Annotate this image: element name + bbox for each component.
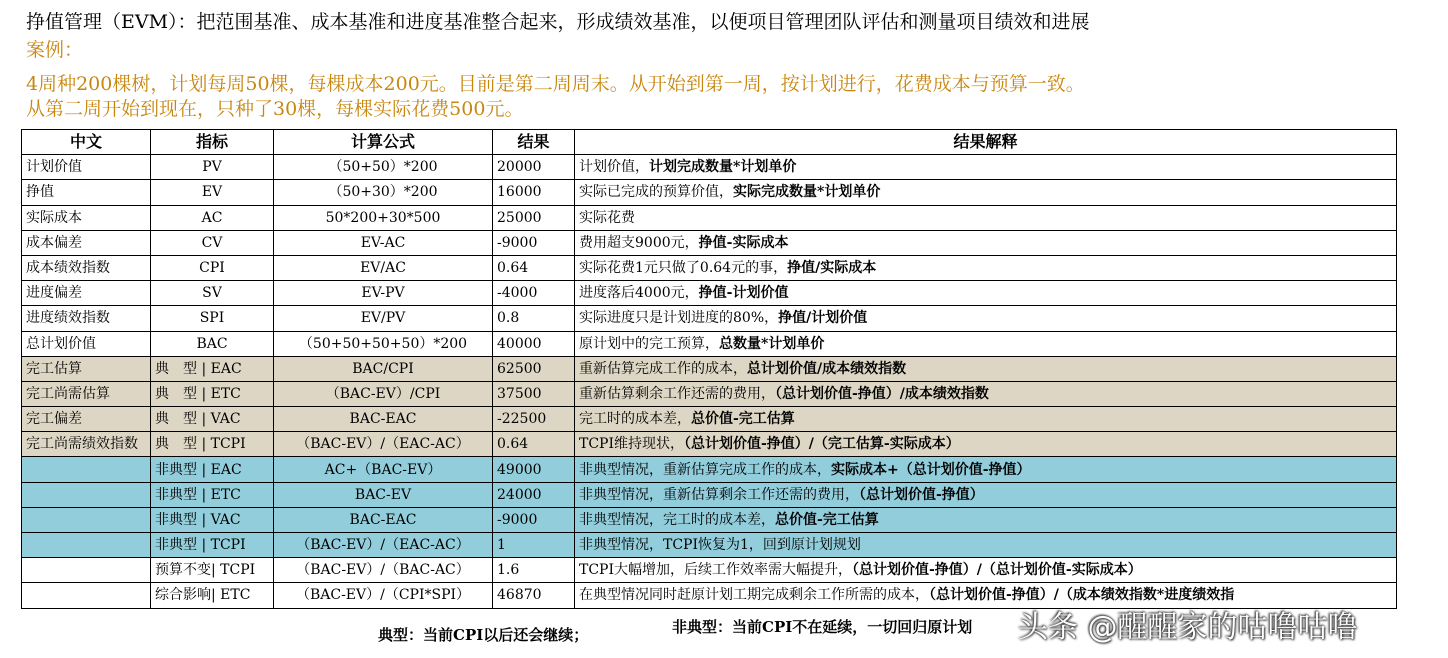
cell-explanation bbox=[575, 407, 1397, 432]
page-title: 挣值管理（EVM）：把范围基准、成本基准和进度基准整合起来，形成绩效基准，以便项目管理团队评估和测量项目绩效和进展 bbox=[26, 11, 1090, 33]
cell-result: 37500 bbox=[493, 381, 575, 406]
explanation-formula: 挣值/计划价值 bbox=[778, 310, 868, 327]
table-row bbox=[22, 306, 1397, 331]
cell-metric: 典 型 | EAC bbox=[151, 356, 274, 381]
cell-metric: 预算不变| TCPI bbox=[151, 558, 274, 583]
cell-formula: EV-AC bbox=[274, 230, 493, 255]
cell-chinese: 完工估算 bbox=[22, 356, 151, 381]
cell-chinese bbox=[22, 482, 151, 507]
cell-result: 16000 bbox=[493, 180, 575, 205]
cell-explanation bbox=[575, 558, 1397, 583]
header-chinese: 中文 bbox=[22, 130, 151, 155]
cell-explanation bbox=[575, 306, 1397, 331]
cell-explanation bbox=[575, 507, 1397, 532]
cell-metric: 典 型 | VAC bbox=[151, 407, 274, 432]
cell-result: -9000 bbox=[493, 507, 575, 532]
cell-formula: （BAC-EV）/（EAC-AC） bbox=[274, 432, 493, 457]
explanation-text: TCPI大幅增加，后续工作效率需大幅提升， bbox=[579, 562, 852, 579]
explanation-text: 原计划中的完工预算， bbox=[579, 335, 719, 352]
cell-metric: 非典型 | ETC bbox=[151, 482, 274, 507]
cell-chinese: 进度绩效指数 bbox=[22, 306, 151, 331]
cell-explanation bbox=[575, 482, 1397, 507]
table-row bbox=[22, 558, 1397, 583]
cell-result: 62500 bbox=[493, 356, 575, 381]
explanation-text: 实际花费1元只做了0.64元的事， bbox=[579, 260, 788, 277]
cell-metric: SPI bbox=[151, 306, 274, 331]
cell-formula: （BAC-EV）/（EAC-AC） bbox=[274, 533, 493, 558]
explanation-text: TCPI维持现状， bbox=[579, 436, 684, 453]
cell-explanation bbox=[575, 230, 1397, 255]
cell-result: 0.64 bbox=[493, 432, 575, 457]
cell-metric: CPI bbox=[151, 255, 274, 280]
explanation-formula: 挣值-实际成本 bbox=[698, 234, 789, 251]
cell-chinese: 计划价值 bbox=[22, 155, 151, 180]
explanation-formula: 挣值/实际成本 bbox=[787, 260, 877, 277]
table-row bbox=[22, 205, 1397, 230]
table-row bbox=[22, 507, 1397, 532]
cell-chinese: 实际成本 bbox=[22, 205, 151, 230]
cell-metric: EV bbox=[151, 180, 274, 205]
cell-explanation bbox=[575, 205, 1397, 230]
explanation-text: 非典型情况，完工时的成本差， bbox=[579, 511, 775, 528]
cell-formula: BAC/CPI bbox=[274, 356, 493, 381]
cell-explanation bbox=[575, 533, 1397, 558]
cell-formula: （BAC-EV）/（CPI*SPI） bbox=[274, 583, 493, 608]
explanation-text: 实际进度只是计划进度的80%， bbox=[579, 310, 779, 327]
cell-explanation bbox=[575, 331, 1397, 356]
header-metric: 指标 bbox=[151, 130, 274, 155]
cell-explanation bbox=[575, 381, 1397, 406]
cell-result: 0.64 bbox=[493, 255, 575, 280]
cell-explanation bbox=[575, 180, 1397, 205]
cell-formula: BAC-EAC bbox=[274, 407, 493, 432]
explanation-text: 非典型情况，重新估算完成工作的成本， bbox=[579, 461, 831, 478]
cell-formula: （50+50）*200 bbox=[274, 155, 493, 180]
cell-result: 25000 bbox=[493, 205, 575, 230]
cell-explanation bbox=[575, 356, 1397, 381]
explanation-formula: （总计划价值-挣值）/（成本绩效指数*进度绩效指 bbox=[929, 587, 1235, 604]
cell-chinese bbox=[22, 558, 151, 583]
cell-formula: 50*200+30*500 bbox=[274, 205, 493, 230]
explanation-text: 实际花费 bbox=[579, 209, 635, 226]
cell-formula: （50+30）*200 bbox=[274, 180, 493, 205]
cell-formula: AC+（BAC-EV） bbox=[274, 457, 493, 482]
explanation-text: 完工时的成本差， bbox=[579, 411, 691, 428]
cell-metric: CV bbox=[151, 230, 274, 255]
explanation-text: 非典型情况，重新估算剩余工作还需的费用， bbox=[579, 486, 859, 503]
cell-chinese: 成本偏差 bbox=[22, 230, 151, 255]
table-row bbox=[22, 255, 1397, 280]
cell-result: -9000 bbox=[493, 230, 575, 255]
cell-formula: （BAC-EV）/（BAC-AC） bbox=[274, 558, 493, 583]
cell-explanation bbox=[575, 457, 1397, 482]
explanation-formula: （总计划价值-挣值）/（总计划价值-实际成本） bbox=[852, 562, 1142, 579]
cell-metric: AC bbox=[151, 205, 274, 230]
table-row bbox=[22, 230, 1397, 255]
cell-chinese: 挣值 bbox=[22, 180, 151, 205]
cell-chinese bbox=[22, 457, 151, 482]
explanation-text: 在典型情况同时赶原计划工期完成剩余工作所需的成本， bbox=[579, 587, 929, 604]
table-row bbox=[22, 356, 1397, 381]
cell-formula: EV-PV bbox=[274, 281, 493, 306]
cell-chinese bbox=[22, 583, 151, 608]
cell-result: 0.8 bbox=[493, 306, 575, 331]
explanation-text: 进度落后4000元， bbox=[579, 285, 699, 302]
cell-formula: （BAC-EV）/CPI bbox=[274, 381, 493, 406]
explanation-text: 重新估算完成工作的成本， bbox=[579, 360, 747, 377]
cell-metric: 非典型 | EAC bbox=[151, 457, 274, 482]
cell-chinese: 完工尚需绩效指数 bbox=[22, 432, 151, 457]
explanation-formula: （总计划价值-挣值） bbox=[859, 486, 984, 503]
explanation-formula: （总计划价值-挣值）/（完工估算-实际成本） bbox=[684, 436, 960, 453]
explanation-formula: 实际成本+（总计划价值-挣值） bbox=[831, 461, 1031, 478]
cell-metric: SV bbox=[151, 281, 274, 306]
atypical-note: 非典型：当前CPI不在延续，一切回归原计划 bbox=[672, 618, 973, 636]
cell-result: 1.6 bbox=[493, 558, 575, 583]
table-row bbox=[22, 432, 1397, 457]
cell-metric: BAC bbox=[151, 331, 274, 356]
cell-result: 49000 bbox=[493, 457, 575, 482]
cell-metric: 非典型 | VAC bbox=[151, 507, 274, 532]
cell-metric: 典 型 | ETC bbox=[151, 381, 274, 406]
cell-explanation bbox=[575, 432, 1397, 457]
explanation-formula: 实际完成数量*计划单价 bbox=[733, 184, 881, 201]
cell-chinese: 进度偏差 bbox=[22, 281, 151, 306]
explanation-formula: 挣值-计划价值 bbox=[698, 285, 789, 302]
cell-formula: BAC-EV bbox=[274, 482, 493, 507]
table-row bbox=[22, 180, 1397, 205]
table-row bbox=[22, 457, 1397, 482]
cell-formula: （50+50+50+50）*200 bbox=[274, 331, 493, 356]
cell-result: 24000 bbox=[493, 482, 575, 507]
cell-metric: PV bbox=[151, 155, 274, 180]
explanation-text: 费用超支9000元， bbox=[579, 234, 699, 251]
cell-result: 20000 bbox=[493, 155, 575, 180]
cell-result: -4000 bbox=[493, 281, 575, 306]
cell-result: 1 bbox=[493, 533, 575, 558]
cell-chinese bbox=[22, 507, 151, 532]
cell-formula: EV/PV bbox=[274, 306, 493, 331]
header-formula: 计算公式 bbox=[274, 130, 493, 155]
cell-chinese: 成本绩效指数 bbox=[22, 255, 151, 280]
table-row bbox=[22, 407, 1397, 432]
case-description-line-1: 4周种200棵树，计划每周50棵，每棵成本200元。目前是第二周周末。从开始到第一周，按计划进行，花费成本与预算一致。 bbox=[26, 73, 1085, 95]
cell-result: 46870 bbox=[493, 583, 575, 608]
explanation-text: 非典型情况，TCPI恢复为1，回到原计划规划 bbox=[579, 537, 861, 554]
explanation-formula: 总数量*计划单价 bbox=[719, 335, 825, 352]
table-row bbox=[22, 331, 1397, 356]
case-label: 案例： bbox=[26, 39, 84, 61]
cell-result: -22500 bbox=[493, 407, 575, 432]
explanation-formula: 计划完成数量*计划单价 bbox=[649, 159, 797, 176]
cell-chinese: 完工偏差 bbox=[22, 407, 151, 432]
cell-chinese: 完工尚需估算 bbox=[22, 381, 151, 406]
explanation-text: 计划价值， bbox=[579, 159, 649, 176]
cell-formula: BAC-EAC bbox=[274, 507, 493, 532]
table-row bbox=[22, 482, 1397, 507]
table-row bbox=[22, 381, 1397, 406]
cell-metric: 综合影响| ETC bbox=[151, 583, 274, 608]
table-row bbox=[22, 281, 1397, 306]
explanation-formula: （总计划价值-挣值）/成本绩效指数 bbox=[775, 385, 989, 402]
cell-explanation bbox=[575, 255, 1397, 280]
case-description-line-2: 从第二周开始到现在，只种了30棵，每棵实际花费500元。 bbox=[26, 98, 524, 120]
cell-result: 40000 bbox=[493, 331, 575, 356]
cell-formula: EV/AC bbox=[274, 255, 493, 280]
typical-note: 典型：当前CPI以后还会继续； bbox=[378, 626, 589, 644]
explanation-text: 重新估算剩余工作还需的费用， bbox=[579, 385, 775, 402]
header-explanation: 结果解释 bbox=[575, 130, 1397, 155]
cell-explanation bbox=[575, 281, 1397, 306]
explanation-formula: 总计划价值/成本绩效指数 bbox=[747, 360, 907, 377]
table-header-row bbox=[22, 130, 1397, 155]
cell-chinese bbox=[22, 533, 151, 558]
watermark: 头条 @醒醒家的咕噜咕噜 bbox=[1018, 610, 1358, 645]
explanation-formula: 总价值-完工估算 bbox=[691, 411, 795, 428]
cell-metric: 典 型 | TCPI bbox=[151, 432, 274, 457]
explanation-formula: 总价值-完工估算 bbox=[775, 511, 879, 528]
header-result: 结果 bbox=[493, 130, 575, 155]
cell-metric: 非典型 | TCPI bbox=[151, 533, 274, 558]
evm-table bbox=[21, 129, 1397, 609]
table-row bbox=[22, 533, 1397, 558]
cell-chinese: 总计划价值 bbox=[22, 331, 151, 356]
explanation-text: 实际已完成的预算价值， bbox=[579, 184, 733, 201]
cell-explanation bbox=[575, 155, 1397, 180]
table-row bbox=[22, 155, 1397, 180]
